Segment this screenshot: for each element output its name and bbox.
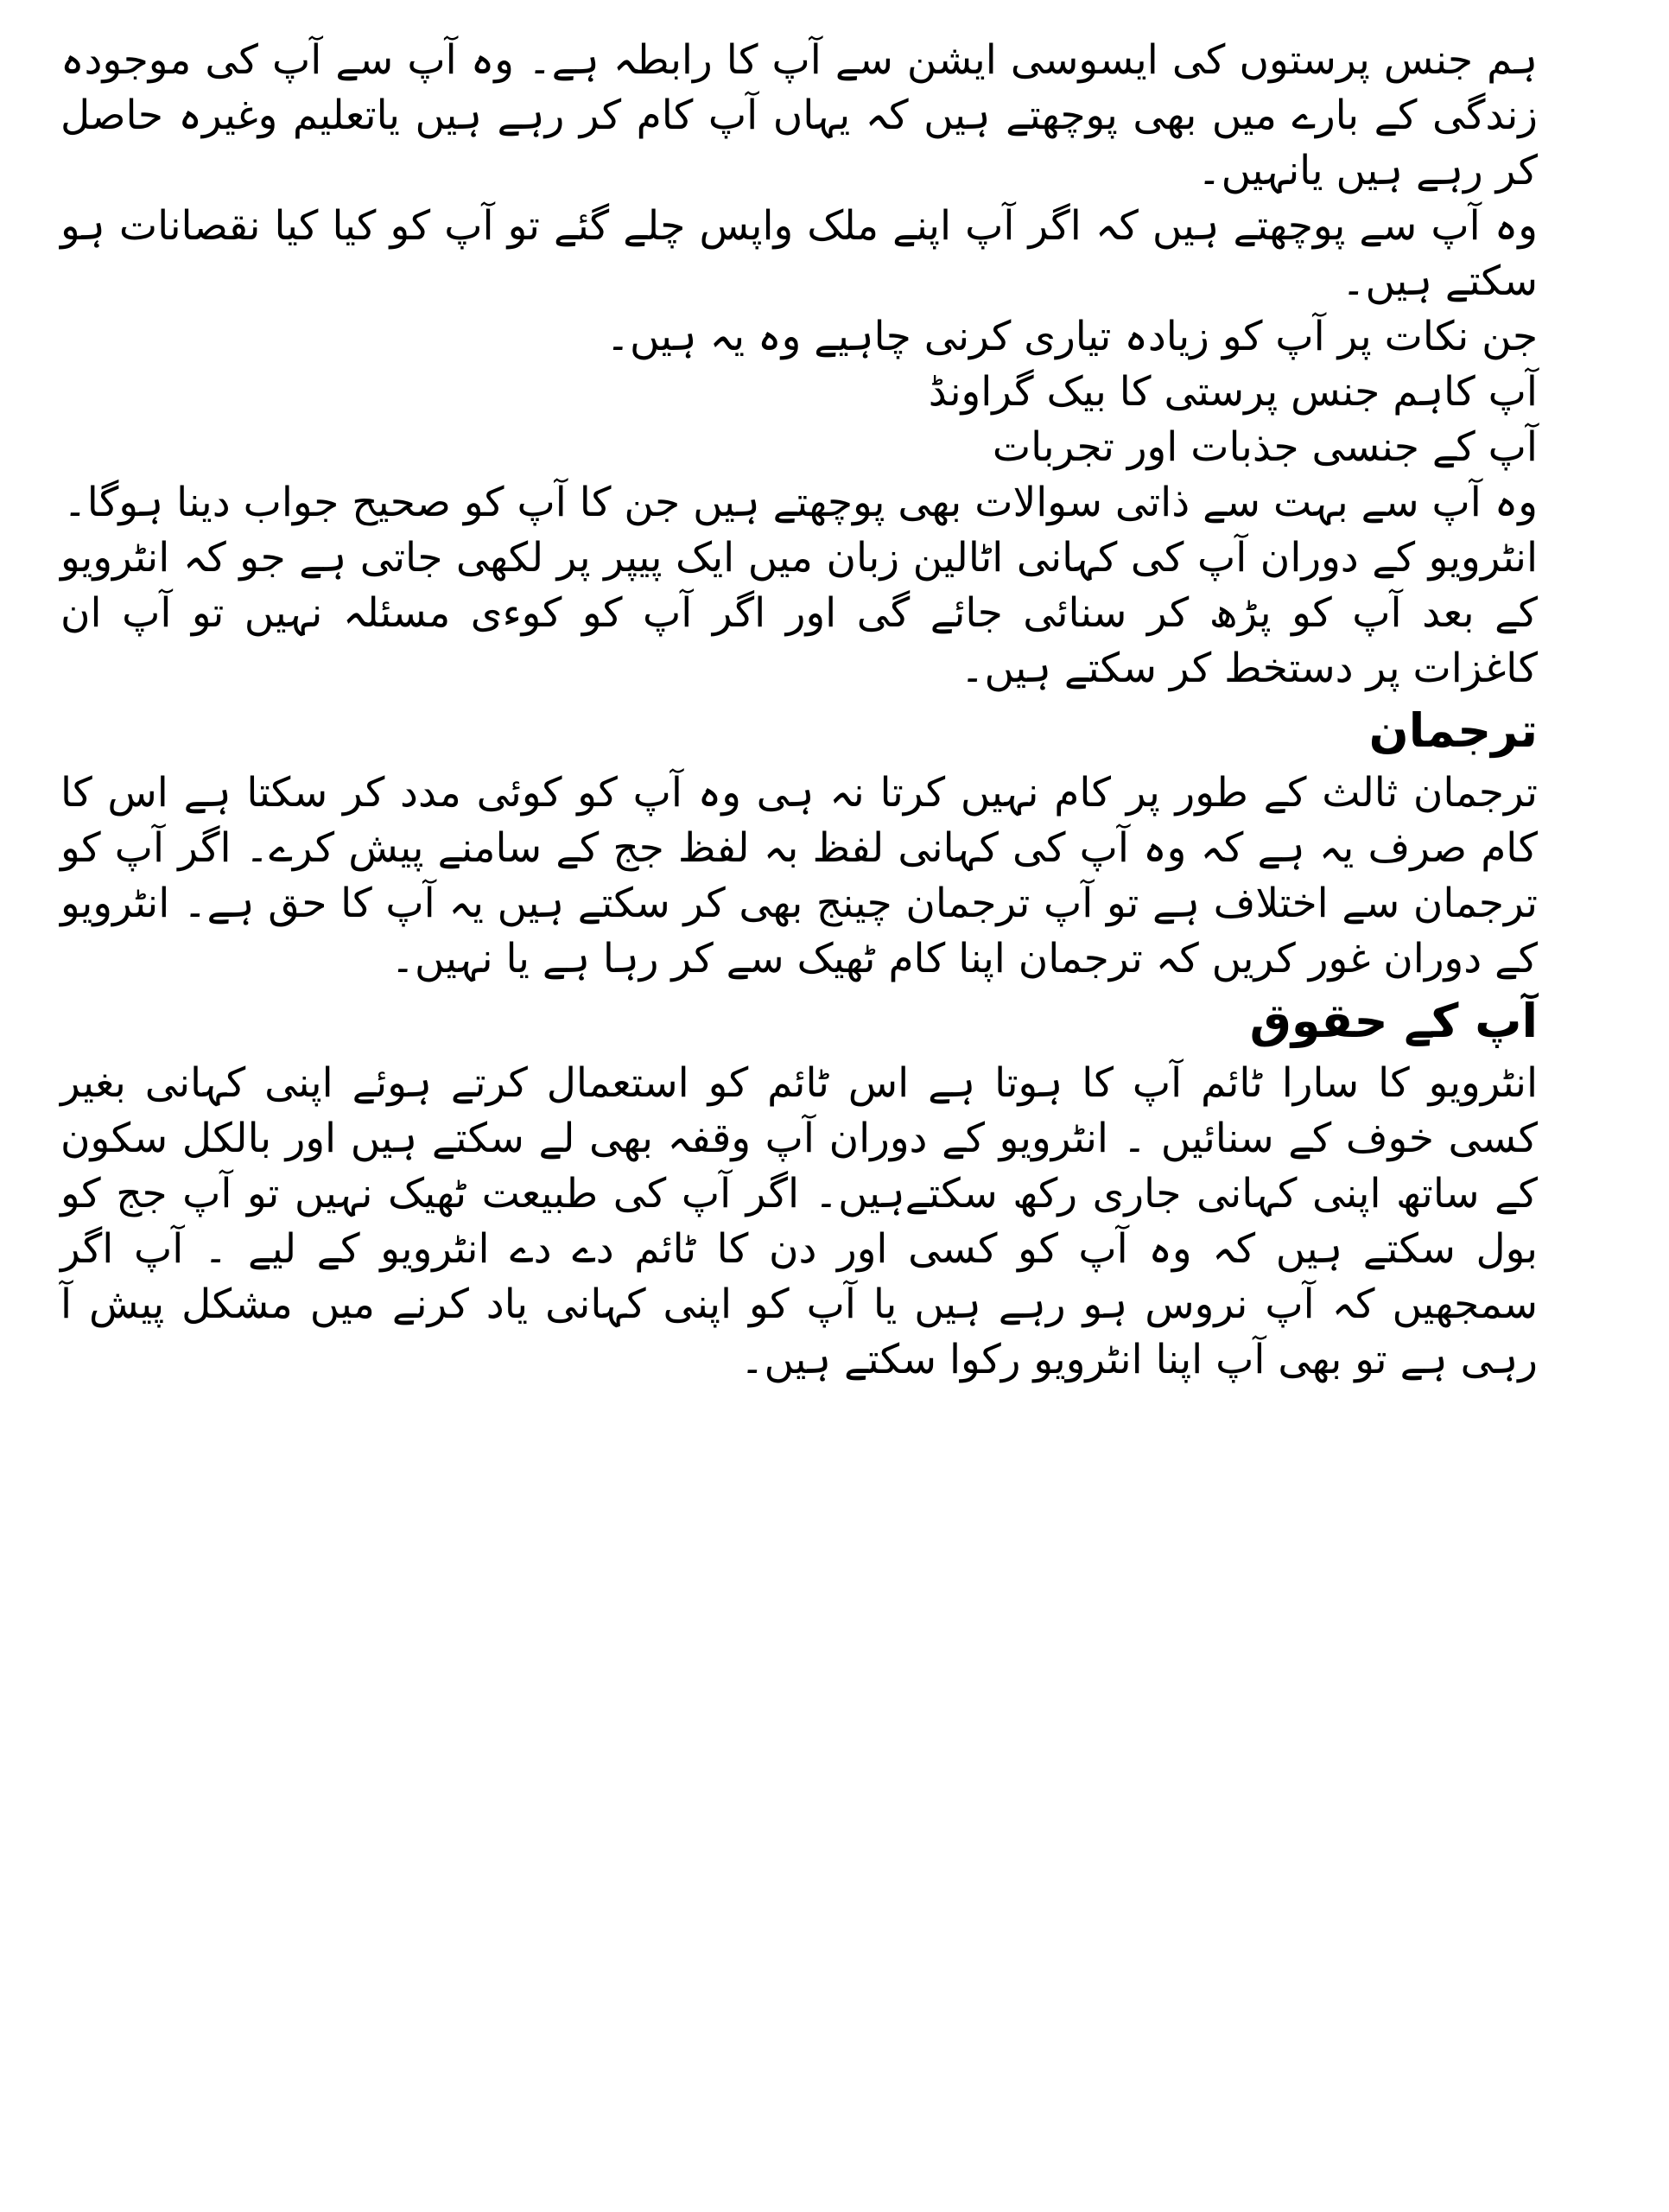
list-item-experiences: آپ کے جنسی جذبات اور تجربات — [992, 423, 1538, 471]
list-item-background: آپ کاہم جنس پرستی کا بیک گراونڈ — [928, 368, 1538, 416]
paragraph-your-rights: انٹرویو کا سارا ٹائم آپ کا ہوتا ہے اس ٹائم کو استعمال کرتے ہوئے اپنی کہانی بغیر کسی خوف کے سنائیں ۔ انٹرویو کے دوران آپ وقفہ بھی لے سکتے ہیں اور بالکل سکون کے ساتھ اپنی کہانی جاری رکھ سکتےہیں۔ اگر آپ کی طبیعت ٹھیک نہیں تو آپ جج کو بول سکتے ہیں کہ وہ آپ کو کسی اور دن کا ٹائم دے دے انٹرویو کے لیے ۔ آپ اگر سمجھیں کہ آپ نروس ہو رہے ہیں یا آپ کو اپنی کہانی یاد کرنے میں مشکل پیش آ رہی ہے تو بھی آپ اپنا انٹرویو رکوا سکتے ہیں۔ — [60, 1059, 1538, 1383]
paragraph-translator: ترجمان ثالث کے طور پر کام نہیں کرتا نہ ہی وہ آپ کو کوئی مدد کر سکتا ہے اس کا کام صرف یہ ہے کہ وہ آپ کی کہانی لفظ بہ لفظ جج کے سامنے پیش کرے۔ اگر آپ کو ترجمان سے اختلاف ہے تو آپ ترجمان چینج بھی کر سکتے ہیں یہ آپ کا حق ہے۔ انٹرویو کے دوران غور کریں کہ ترجمان اپنا کام ٹھیک سے کر رہا ہے یا نہیں۔ — [60, 769, 1538, 982]
heading-translator: ترجمان — [1368, 703, 1538, 758]
paragraph-story-record: انٹرویو کے دوران آپ کی کہانی اٹالین زبان میں ایک پیپر پر لکھی جاتی ہے جو کہ انٹرویو کے بعد آپ کو پڑھ کر سنائی جائے گی اور اگر آپ کو کوءی مسئلہ نہیں تو آپ ان کاغزات پر دستخط کر سکتے ہیں۔ — [60, 534, 1538, 692]
heading-your-rights: آپ کے حقوق — [1249, 994, 1538, 1048]
paragraph-personal-questions: وہ آپ سے بہت سے ذاتی سوالات بھی پوچھتے ہیں جن کا آپ کو صحیح جواب دینا ہوگا۔ — [63, 479, 1538, 526]
paragraph-return-risks: وہ آپ سے پوچھتے ہیں کہ اگر آپ اپنے ملک واپس چلے گئے تو آپ کو کیا کیا نقصانات ہو سکتے ہیں۔ — [60, 202, 1538, 305]
paragraph-preparation-points: جن نکات پر آپ کو زیادہ تیاری کرنی چاہیے وہ یہ ہیں۔ — [606, 313, 1538, 360]
paragraph-association-contact: ہم جنس پرستوں کی ایسوسی ایشن سے آپ کا رابطہ ہے۔ وہ آپ سے آپ کی موجودہ زندگی کے بارے میں بھی پوچھتے ہیں کہ یہاں آپ کام کر رہے ہیں یاتعلیم وغیرہ حاصل کر رہے ہیں یانہیں۔ — [60, 36, 1538, 194]
document-page — [60, 33, 1538, 1388]
